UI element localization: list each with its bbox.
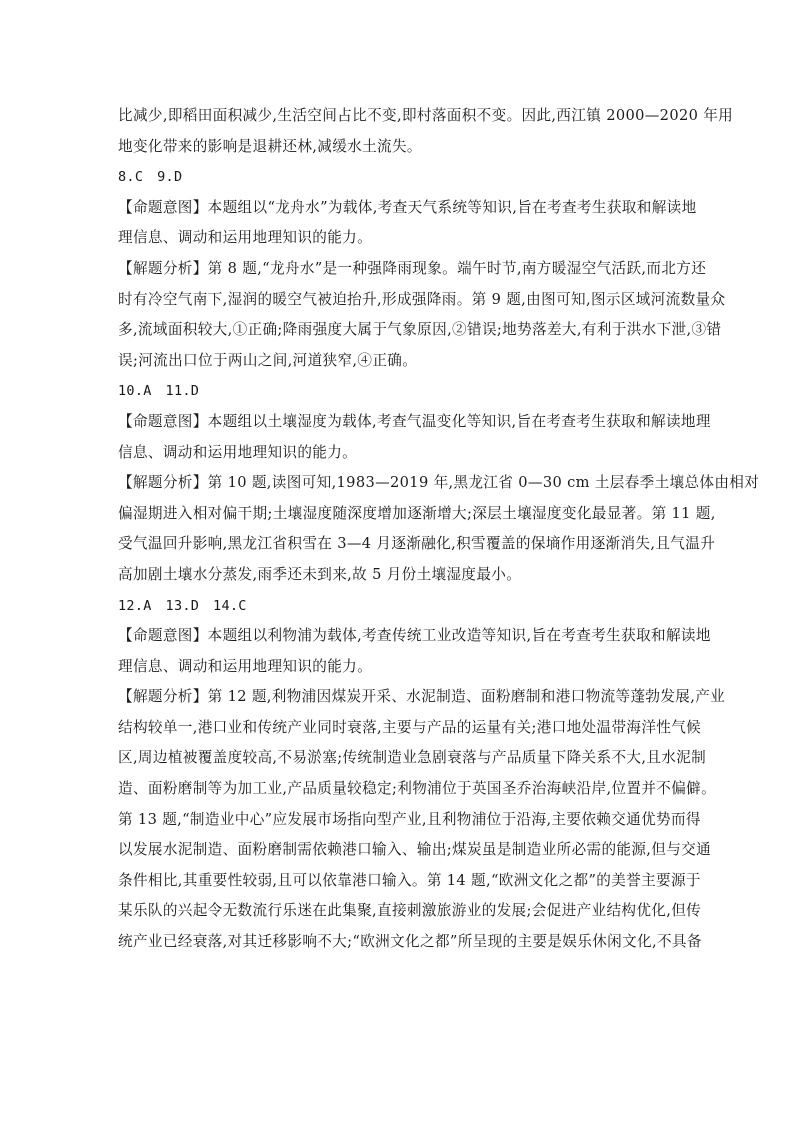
text-line: 【命题意图】本题组以“龙舟水”为载体,考查天气系统等知识,旨在考查考生获取和解读地: [118, 198, 697, 216]
text-line: 条件相比,其重要性较弱,且可以依靠港口输入。第 14 题,“欧洲文化之都”的美誉主要源于: [118, 871, 701, 889]
answer-key-line: 8.C 9.D: [118, 169, 183, 186]
text-line: 造、面粉磨制等为加工业,产品质量较稳定;利物浦位于英国圣乔治海峡沿岸,位置并不偏僻。: [118, 780, 717, 798]
text-line: 偏湿期进入相对偏干期;土壤湿度随深度增加逐渐增大;深层土壤湿度变化最显著。第 11 题,: [118, 504, 716, 522]
text-line: 误;河流出口位于两山之间,河道狭窄,④正确。: [118, 351, 418, 369]
answer-text-body: [118, 101, 760, 958]
text-line: 第 13 题,“制造业中心”应发展市场指向型产业,且利物浦位于沿海,主要依赖交通优势而得: [118, 810, 701, 828]
text-line: 结构较单一,港口业和传统产业同时衰落,主要与产品的运量有关;港口地处温带海洋性气候: [118, 718, 702, 736]
text-line: 【解题分析】第 8 题,“龙舟水”是一种强降雨现象。端午时节,南方暖湿空气活跃,而北方还: [118, 259, 707, 277]
text-line: 理信息、调动和运用地理知识的能力。: [118, 657, 373, 675]
text-line: 理信息、调动和运用地理知识的能力。: [118, 229, 373, 247]
text-line: 某乐队的兴起令无数流行乐迷在此集聚,直接刺激旅游业的发展;会促进产业结构优化,但传: [118, 902, 702, 920]
text-line: 比减少,即稻田面积减少,生活空间占比不变,即村落面积不变。因此,西江镇 2000—2020 年用: [118, 107, 734, 124]
text-line: 区,周边植被覆盖度较高,不易淤塞;传统制造业急剧衰落与产品质量下降关系不大,且水泥制: [118, 749, 707, 767]
text-line: 统产业已经衰落,对其迁移影响不大;“欧洲文化之都”所呈现的主要是娱乐休闲文化,不具备: [118, 933, 702, 951]
text-line: 【命题意图】本题组以土壤湿度为载体,考查气温变化等知识,旨在考查考生获取和解读地理: [118, 412, 711, 430]
text-line: 【解题分析】第 10 题,读图可知,1983—2019 年,黑龙江省 0—30 cm 土层春季土壤总体由相对: [118, 474, 760, 492]
text-line: 地变化带来的影响是退耕还林,减缓水土流失。: [118, 137, 422, 155]
text-line: 信息、调动和运用地理知识的能力。: [118, 443, 358, 461]
text-line: 【命题意图】本题组以利物浦为载体,考查传统工业改造等知识,旨在考查考生获取和解读地: [118, 627, 711, 645]
text-line: 多,流域面积较大,①正确;降雨强度大属于气象原因,②错误;地势落差大,有利于洪水下泄,③错: [118, 321, 722, 339]
answer-key-line: 10.A 11.D: [118, 383, 200, 400]
text-line: 以发展水泥制造、面粉磨制需依赖港口输入、输出;煤炭虽是制造业所必需的能源,但与交通: [118, 841, 712, 859]
text-line: 高加剧土壤水分蒸发,雨季还未到来,故 5 月份土壤湿度最小。: [118, 565, 522, 583]
answer-key-line: 12.A 13.D 14.C: [118, 597, 247, 614]
text-line: 时有冷空气南下,湿润的暖空气被迫抬升,形成强降雨。第 9 题,由图可知,图示区域河流数量众: [118, 290, 726, 308]
text-line: 受气温回升影响,黑龙江省积雪在 3—4 月逐渐融化,积雪覆盖的保墒作用逐渐消失,且气温升: [118, 535, 716, 553]
text-line: 【解题分析】第 12 题,利物浦因煤炭开采、水泥制造、面粉磨制和港口物流等蓬勃发展,产业: [118, 688, 726, 706]
